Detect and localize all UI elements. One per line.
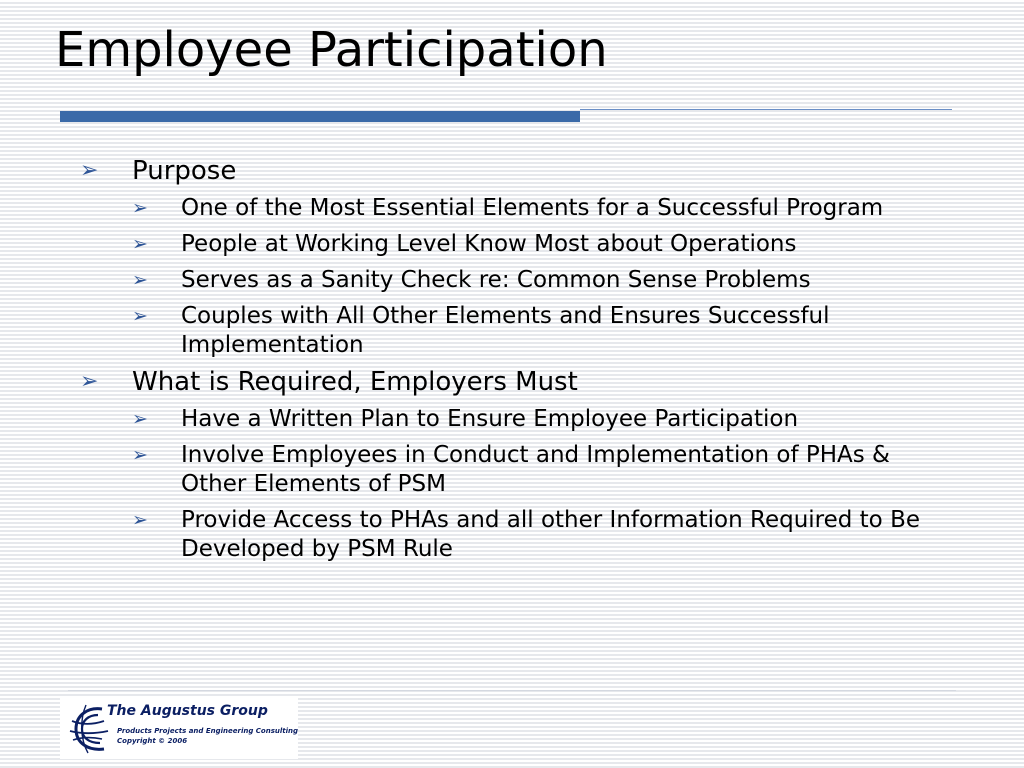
list-item-text: Couples with All Other Elements and Ensures Successful Implementation: [181, 303, 830, 358]
arrow-bullet-icon: ➢: [132, 233, 148, 255]
logo-tagline: Products Projects and Engineering Consulting: [117, 727, 299, 735]
arrow-bullet-icon: ➢: [132, 269, 148, 291]
arrow-bullet-icon: ➢: [132, 197, 148, 219]
company-logo: [60, 697, 298, 759]
slide-content: [80, 155, 940, 564]
list-item: [132, 194, 940, 223]
section-heading: What is Required, Employers Must: [132, 367, 578, 397]
list-item: [132, 302, 940, 360]
sub-bullet-list: [132, 194, 940, 360]
slide-title: Employee Participation: [55, 22, 608, 78]
title-underline-thin: [580, 109, 952, 110]
arrow-bullet-icon: ➢: [80, 369, 99, 394]
title-underline-thick: [60, 111, 580, 122]
sub-bullet-list: [132, 405, 940, 564]
list-item-text: Involve Employees in Conduct and Implementation of PHAs & Other Elements of PSM: [181, 442, 890, 497]
list-item: [132, 266, 940, 295]
arrow-bullet-icon: ➢: [132, 408, 148, 430]
list-item-text: Have a Written Plan to Ensure Employee Participation: [181, 406, 799, 432]
list-item: [132, 230, 940, 259]
list-item: [132, 506, 940, 564]
list-item-text: Serves as a Sanity Check re: Common Sense Problems: [181, 267, 811, 293]
list-item: [132, 405, 940, 434]
footer-divider: [68, 690, 956, 691]
section-heading: Purpose: [132, 156, 237, 186]
logo-copyright: Copyright © 2006: [117, 737, 188, 745]
arrow-bullet-icon: ➢: [132, 509, 148, 531]
list-item-text: People at Working Level Know Most about Operations: [181, 231, 797, 257]
list-item-text: Provide Access to PHAs and all other Information Required to Be Developed by PSM Rule: [181, 507, 920, 562]
logo-company-name: The Augustus Group: [107, 703, 268, 719]
list-item: [132, 441, 940, 499]
section-requirements: [80, 366, 940, 564]
list-item-text: One of the Most Essential Elements for a Successful Program: [181, 195, 884, 221]
arrow-bullet-icon: ➢: [80, 158, 99, 183]
arrow-bullet-icon: ➢: [132, 305, 148, 327]
arrow-bullet-icon: ➢: [132, 444, 148, 466]
section-purpose: [80, 155, 940, 360]
